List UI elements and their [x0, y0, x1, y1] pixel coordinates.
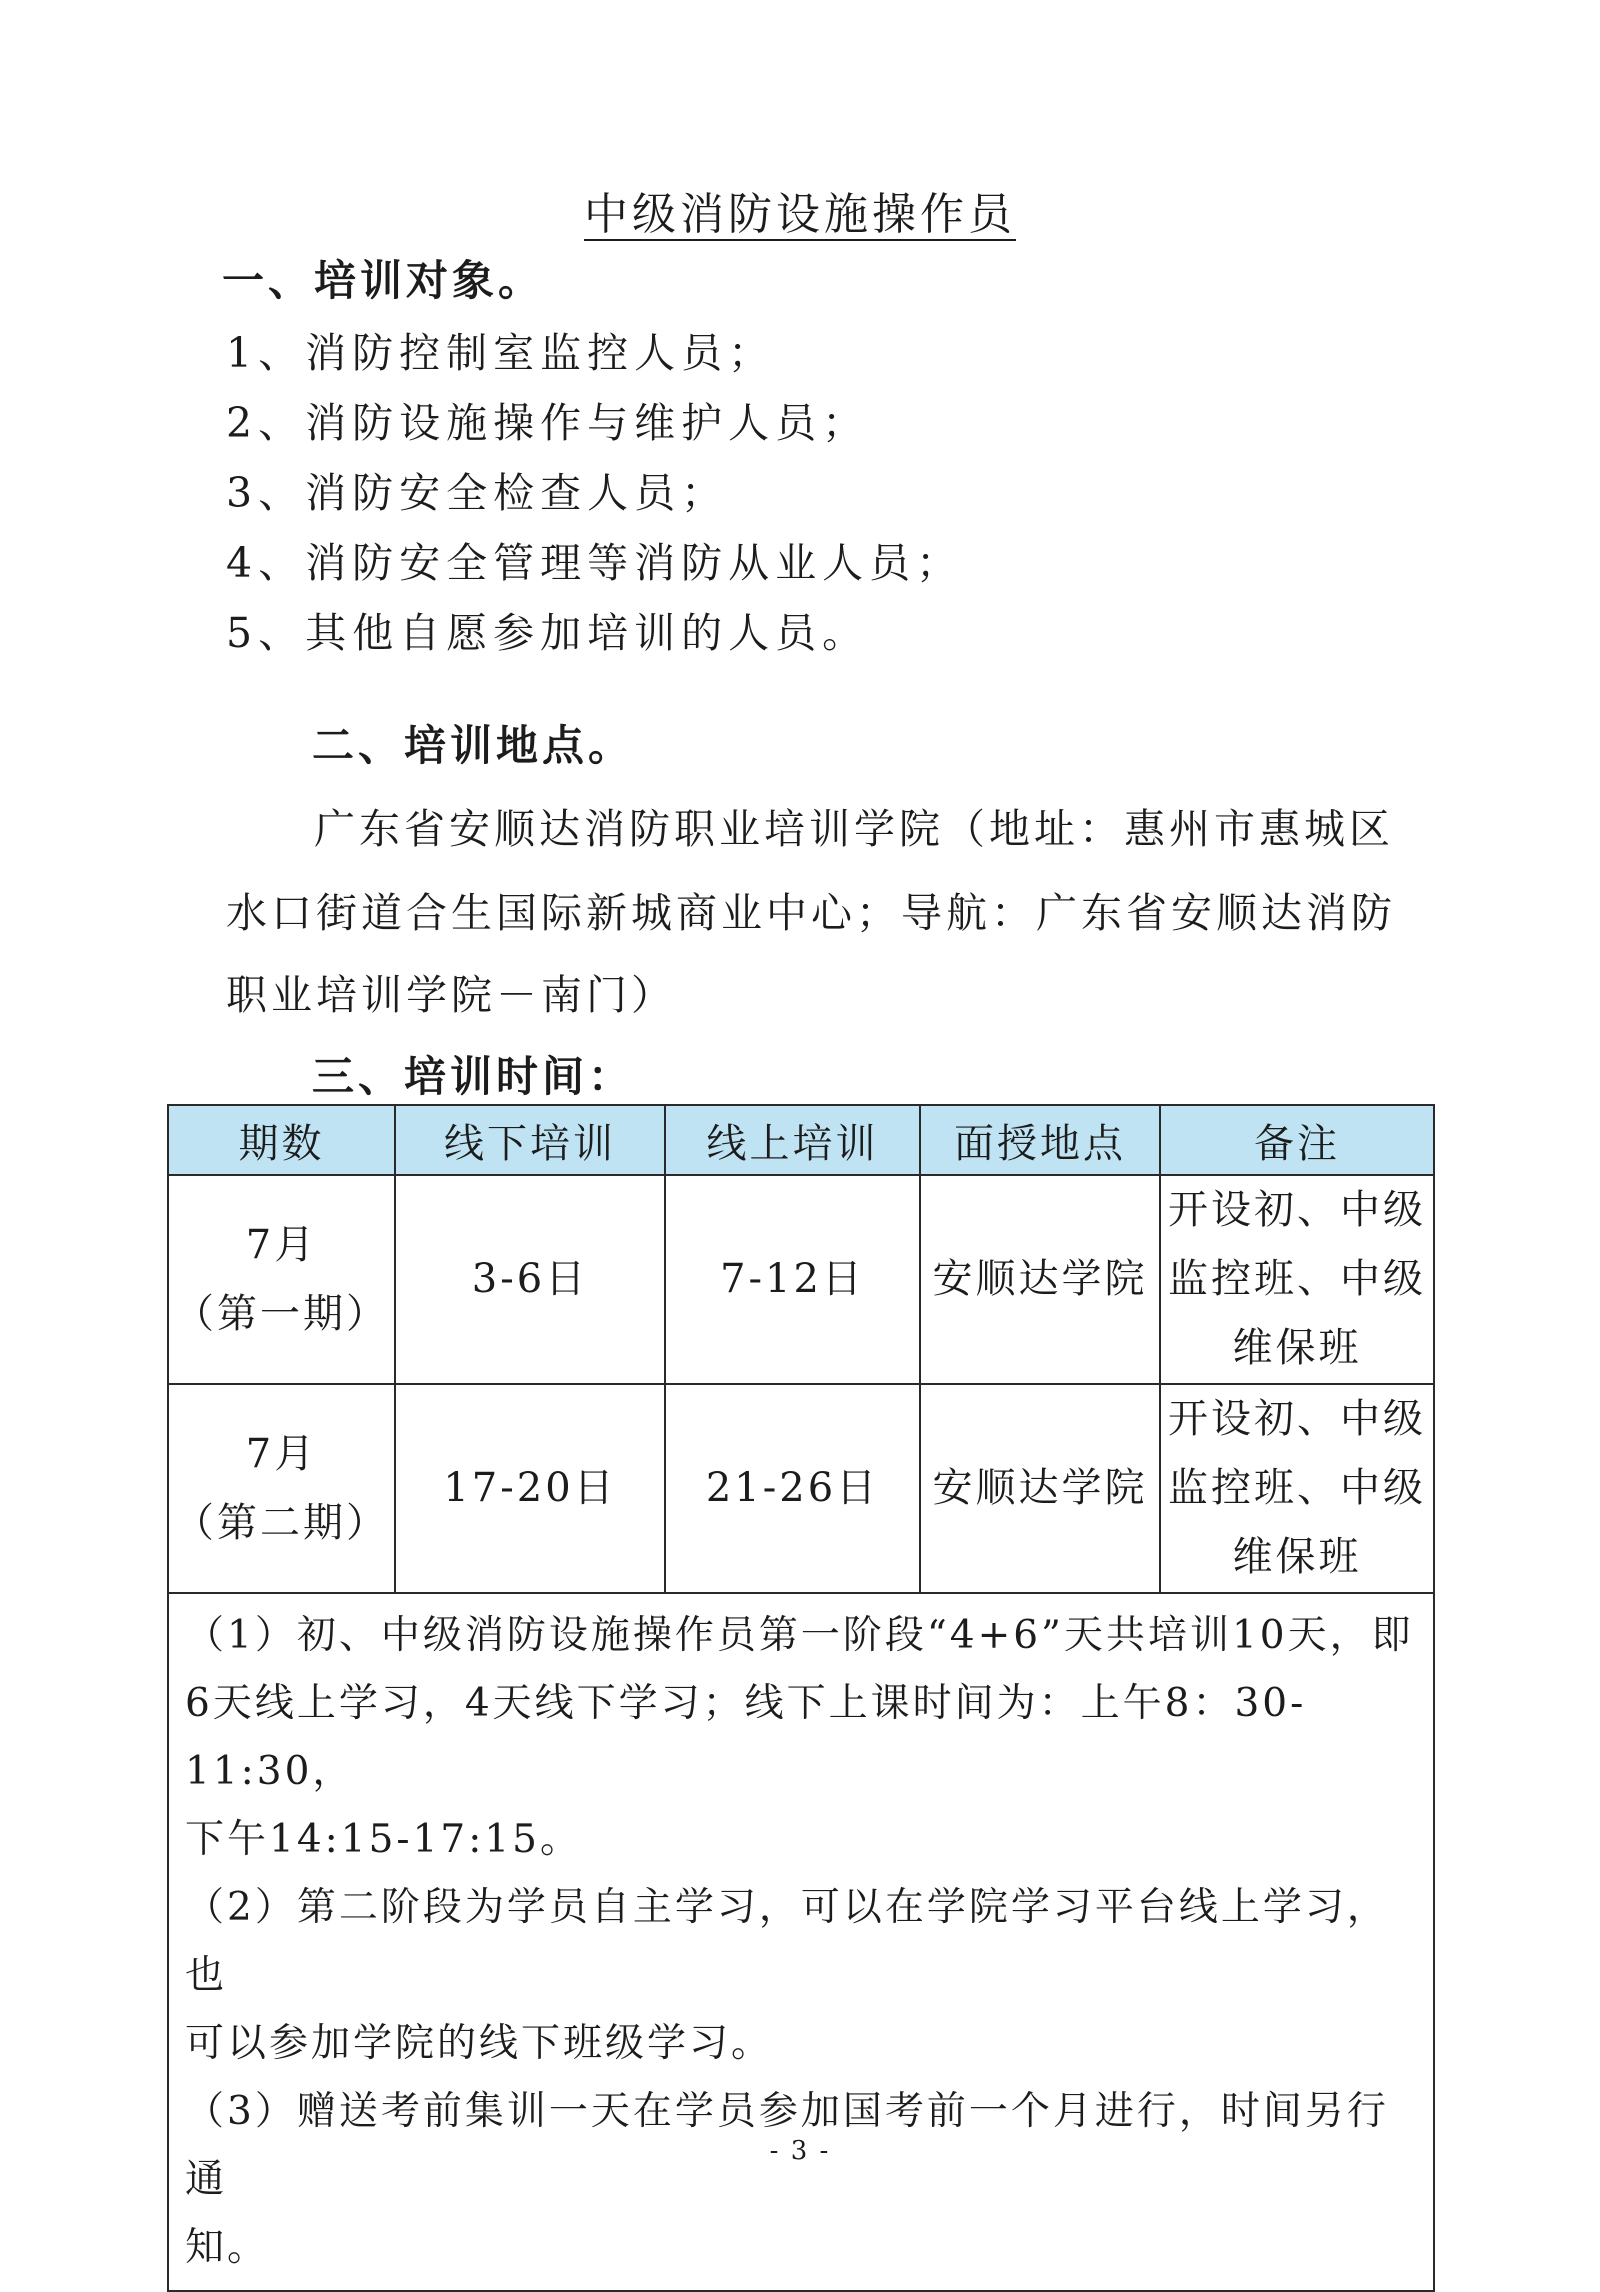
page-number: - 3 -	[769, 2136, 831, 2166]
online-cell: 7-12日	[665, 1175, 920, 1384]
section2-line-1: 广东省安顺达消防职业培训学院（地址：惠州市惠城区	[314, 805, 1394, 853]
section1-item-2: 2、消防设施操作与维护人员；	[226, 399, 870, 447]
section2-line-3: 职业培训学院－南门）	[226, 971, 676, 1019]
note-line: 6天线上学习，4天线下学习；线下上课时间为：上午8：30-11:30，	[185, 1681, 1307, 1794]
online-cell: 21-26日	[665, 1384, 920, 1593]
section1-item-5: 5、其他自愿参加培训的人员。	[226, 609, 870, 657]
remark-cell	[1160, 1175, 1434, 1384]
notes-cell	[168, 1593, 1434, 2291]
table-row	[168, 1384, 1434, 1593]
note-line: 可以参加学院的线下班级学习。	[185, 2021, 774, 2066]
period-label: （第一期）	[174, 1290, 389, 1337]
period-month: 7月	[245, 1221, 318, 1268]
location-cell: 安顺达学院	[920, 1384, 1160, 1593]
note-line: （2）第二阶段为学员自主学习，可以在学院学习平台线上学习，也	[185, 1885, 1389, 1998]
schedule-table	[167, 1104, 1435, 2292]
note-line: （1）初、中级消防设施操作员第一阶段“4+6”天共培训10天，即	[185, 1613, 1414, 1658]
period-month: 7月	[245, 1430, 318, 1477]
section1-item-3: 3、消防安全检查人员；	[226, 469, 729, 517]
remark-line: 开设初、中级	[1168, 1187, 1426, 1233]
offline-cell: 3-6日	[395, 1175, 665, 1384]
header-location: 面授地点	[920, 1105, 1160, 1175]
remark-line: 维保班	[1232, 1325, 1362, 1371]
section1-item-4: 4、消防安全管理等消防从业人员；	[226, 539, 964, 587]
section2-line-2: 水口街道合生国际新城商业中心；导航：广东省安顺达消防	[226, 889, 1396, 937]
table-notes-row	[168, 1593, 1434, 2291]
remark-cell	[1160, 1384, 1434, 1593]
table-header-row	[168, 1105, 1434, 1175]
title-text: 中级消防设施操作员	[584, 189, 1016, 240]
section1-heading: 一、培训对象。	[222, 256, 545, 305]
remark-line: 维保班	[1232, 1534, 1362, 1580]
period-label: （第二期）	[174, 1499, 389, 1546]
header-period: 期数	[168, 1105, 395, 1175]
note-line: （3）赠送考前集训一天在学员参加国考前一个月进行，时间另行通	[185, 2089, 1389, 2202]
offline-cell: 17-20日	[395, 1384, 665, 1593]
note-line: 知。	[185, 2225, 270, 2270]
table-row	[168, 1175, 1434, 1384]
note-line: 下午14:15-17:15。	[185, 1817, 582, 1862]
header-remark: 备注	[1160, 1105, 1434, 1175]
location-cell: 安顺达学院	[920, 1175, 1160, 1384]
remark-line: 监控班、中级	[1168, 1465, 1426, 1511]
section2-heading: 二、培训地点。	[312, 721, 635, 770]
section3-heading: 三、培训时间：	[312, 1052, 635, 1101]
header-offline: 线下培训	[395, 1105, 665, 1175]
remark-line: 开设初、中级	[1168, 1396, 1426, 1442]
section1-item-1: 1、消防控制室监控人员；	[226, 329, 776, 377]
period-cell	[168, 1175, 395, 1384]
header-online: 线上培训	[665, 1105, 920, 1175]
remark-line: 监控班、中级	[1168, 1256, 1426, 1302]
period-cell	[168, 1384, 395, 1593]
document-title	[0, 178, 1600, 242]
